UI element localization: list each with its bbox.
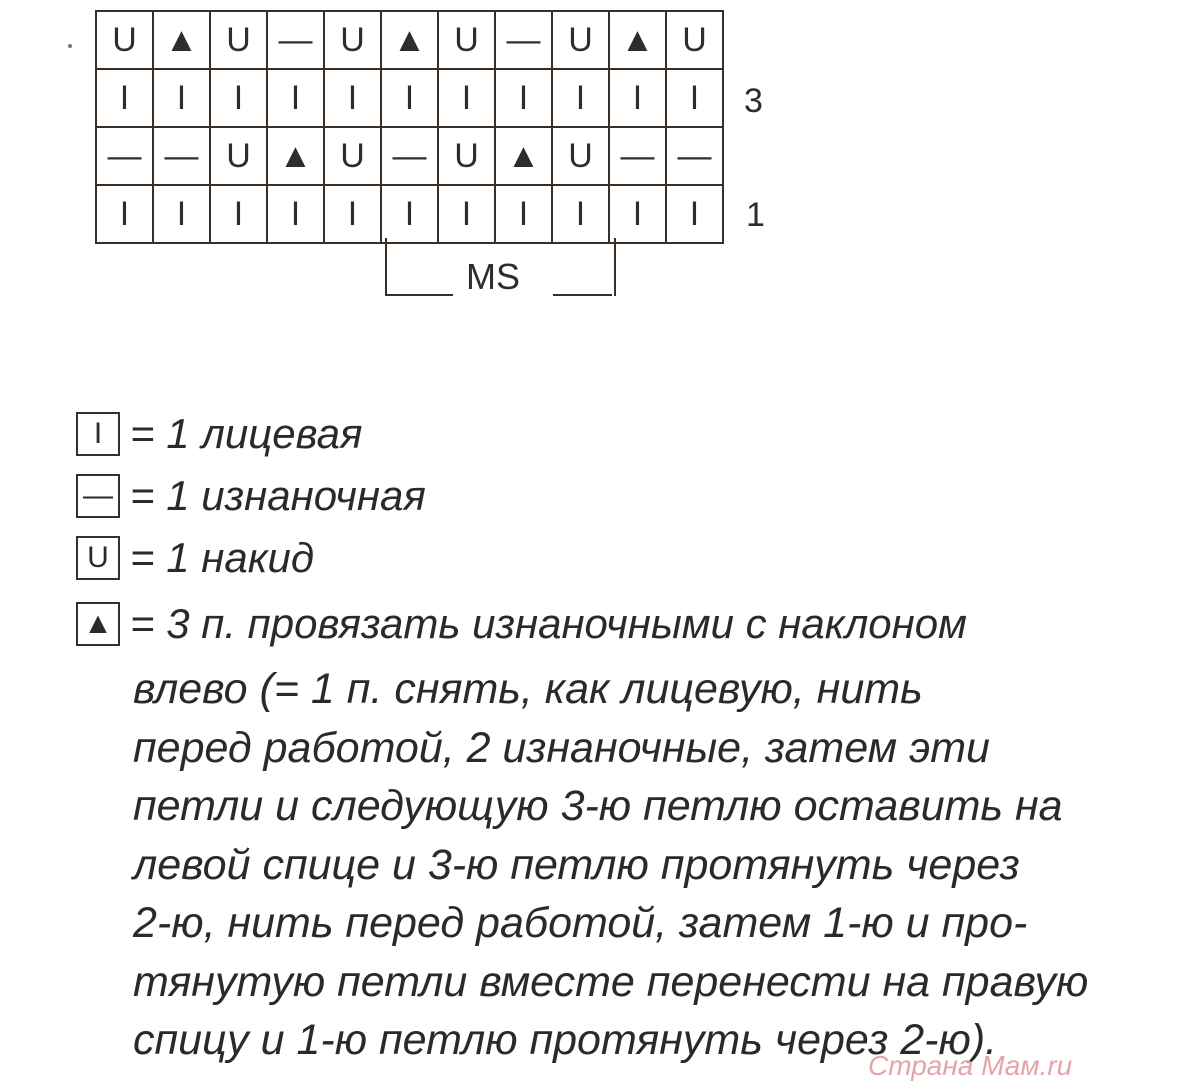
- chart-cell: [609, 11, 666, 69]
- description-line: тянутую петли вместе перенести на правую: [133, 957, 1089, 1006]
- row-number-3: 3: [744, 82, 763, 120]
- chart-cell: [552, 185, 609, 243]
- description-line: спицу и 1-ю петлю протянуть через 2-ю).: [133, 1016, 998, 1064]
- chart-cell: [609, 127, 666, 185]
- stitch-symbol: I: [290, 79, 301, 117]
- chart-row: [96, 127, 723, 185]
- chart-cell: [552, 69, 609, 127]
- stitch-symbol: I: [575, 195, 586, 233]
- row-number-1: 1: [746, 196, 765, 234]
- legend-item-purl: [76, 472, 426, 520]
- chart-cell: [96, 127, 153, 185]
- chart-row: [96, 69, 723, 127]
- chart-cell: [210, 11, 267, 69]
- legend-item-knit: [76, 410, 362, 458]
- chart-cell: [495, 127, 552, 185]
- legend-text-yarn-over: = 1 накид: [130, 534, 315, 581]
- stitch-symbol: ▲: [620, 21, 655, 59]
- stitch-symbol: I: [689, 195, 700, 233]
- chart-cell: [666, 185, 723, 243]
- stitch-symbol: ▲: [164, 21, 199, 59]
- stitch-symbol: I: [518, 79, 529, 117]
- stitch-symbol: I: [233, 79, 244, 117]
- legend-item-yarn-over: [76, 534, 314, 582]
- description-line: 2-ю, нить перед работой, затем 1-ю и про-: [133, 899, 1028, 947]
- stitch-symbol: I: [518, 195, 529, 233]
- stitch-symbol: U: [112, 21, 137, 59]
- stitch-symbol: I: [689, 79, 700, 117]
- chart-row: [96, 185, 723, 243]
- chart-cell: [438, 11, 495, 69]
- stitch-symbol: I: [176, 195, 187, 233]
- description-line: петли и следующую 3-ю петлю оставить на: [133, 782, 1063, 830]
- chart-cell: [438, 69, 495, 127]
- chart-cell: [324, 185, 381, 243]
- stitch-symbol: U: [568, 137, 593, 175]
- chart-cell: [381, 11, 438, 69]
- stitch-symbol: U: [568, 21, 593, 59]
- chart-cell: [210, 185, 267, 243]
- stitch-symbol: ▲: [392, 21, 427, 59]
- chart-cell: [381, 185, 438, 243]
- stitch-symbol: ▲: [278, 137, 313, 175]
- chart-cell: [381, 127, 438, 185]
- description-line: перед работой, 2 изнаночные, затем эти: [133, 723, 990, 772]
- chart-cell: [210, 127, 267, 185]
- description-line: влево (= 1 п. снять, как лицевую, нить: [133, 665, 923, 713]
- description-line: левой спице и 3-ю петлю протянуть через: [133, 840, 1020, 889]
- legend-item-decrease: [76, 600, 967, 648]
- watermark: Страна Мам.ru: [868, 1050, 1073, 1081]
- chart-cell: [324, 11, 381, 69]
- decrease-symbol-icon: ▲: [76, 602, 120, 646]
- chart-cell: [495, 11, 552, 69]
- stitch-symbol: ▲: [506, 137, 541, 175]
- stitch-symbol: I: [461, 195, 472, 233]
- decrease-description: [133, 660, 1193, 1070]
- chart-cell: [552, 11, 609, 69]
- stitch-symbol: —: [620, 137, 655, 175]
- stitch-symbol: —: [164, 137, 199, 175]
- chart-cell: [153, 185, 210, 243]
- chart-cell: [495, 185, 552, 243]
- chart-cell: [552, 127, 609, 185]
- stitch-symbol: I: [404, 195, 415, 233]
- stitch-symbol: I: [347, 195, 358, 233]
- stitch-symbol: I: [575, 79, 586, 117]
- chart-cell: [495, 69, 552, 127]
- stitch-symbol: I: [632, 195, 643, 233]
- stitch-symbol: I: [176, 79, 187, 117]
- chart-cell: [324, 69, 381, 127]
- stitch-symbol: U: [226, 21, 251, 59]
- repeat-label: MS: [466, 256, 520, 297]
- chart-cell: [438, 185, 495, 243]
- chart-cell: [267, 69, 324, 127]
- chart-cell: [267, 127, 324, 185]
- stitch-symbol: I: [404, 79, 415, 117]
- stitch-symbol: U: [226, 137, 251, 175]
- chart-cell: [609, 69, 666, 127]
- chart-cell: [153, 127, 210, 185]
- chart-cell: [96, 11, 153, 69]
- stitch-symbol: —: [278, 21, 313, 59]
- chart-cell: [438, 127, 495, 185]
- repeat-bracket-left-line: [387, 294, 453, 296]
- stitch-symbol: I: [119, 79, 130, 117]
- stitch-symbol: I: [290, 195, 301, 233]
- chart-cell: [153, 11, 210, 69]
- chart-cell: [609, 185, 666, 243]
- stitch-symbol: —: [392, 137, 427, 175]
- chart-cell: [210, 69, 267, 127]
- chart-cell: [324, 127, 381, 185]
- chart-row: [96, 11, 723, 69]
- repeat-bracket-right-line: [553, 294, 612, 296]
- stitch-symbol: I: [461, 79, 472, 117]
- chart-cell: [381, 69, 438, 127]
- knitting-chart-grid: [95, 10, 724, 244]
- stitch-symbol: I: [347, 79, 358, 117]
- yarn-over-symbol-icon: U: [76, 536, 120, 580]
- chart-cell: [267, 185, 324, 243]
- legend-text-purl: = 1 изнаночная: [130, 472, 426, 519]
- chart-cell: [96, 69, 153, 127]
- stray-dot: [68, 44, 72, 48]
- stitch-symbol: U: [454, 21, 479, 59]
- chart-cell: [153, 69, 210, 127]
- chart-cell: [666, 11, 723, 69]
- chart-cell: [267, 11, 324, 69]
- stitch-symbol: U: [340, 137, 365, 175]
- stitch-symbol: —: [107, 137, 142, 175]
- chart-cell: [96, 185, 153, 243]
- stitch-symbol: U: [454, 137, 479, 175]
- knit-symbol-icon: I: [76, 412, 120, 456]
- stitch-symbol: —: [677, 137, 712, 175]
- legend-text-decrease: = 3 п. провязать изнаночными с наклоном: [130, 600, 967, 647]
- legend-text-knit: = 1 лицевая: [130, 410, 363, 457]
- chart-cell: [666, 127, 723, 185]
- purl-symbol-icon: —: [76, 474, 120, 518]
- stitch-symbol: U: [340, 21, 365, 59]
- chart-cell: [666, 69, 723, 127]
- stitch-symbol: I: [119, 195, 130, 233]
- stitch-symbol: —: [506, 21, 541, 59]
- stitch-symbol: U: [682, 21, 707, 59]
- stitch-symbol: I: [233, 195, 244, 233]
- stitch-symbol: I: [632, 79, 643, 117]
